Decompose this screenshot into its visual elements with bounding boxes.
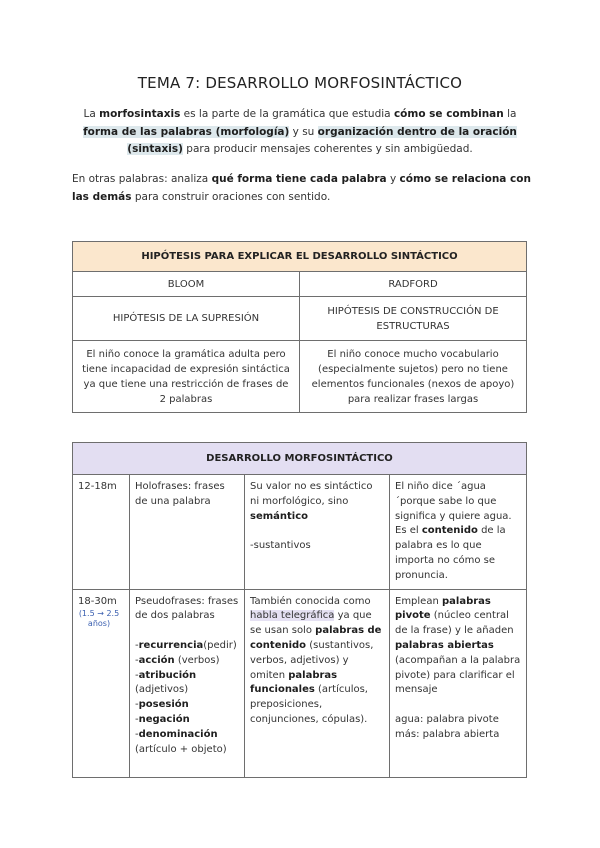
para-text: para construir oraciones con sentido. <box>131 190 331 203</box>
radford-description: El niño conoce mucho vocabulario (especialmente sujetos) pero no tiene elementos funcionales (nexos de apoyo) para realizar frases largas <box>300 341 527 413</box>
function-note: (artículo + objeto) <box>135 743 227 755</box>
value-nouns: -sustantivos <box>250 540 311 552</box>
example-text: (núcleo central de la frase) y le añaden <box>395 610 514 637</box>
age-note: (1.5 → 2.5 años) <box>78 609 120 629</box>
value-cell <box>245 589 390 777</box>
value-text: También conocida como <box>250 595 371 607</box>
intro-highlight-organization: organización dentro de la oración (sintaxis) <box>127 125 517 155</box>
stage-cell <box>130 475 245 590</box>
intro-bold-term: cómo se combinan <box>393 108 504 120</box>
function-item: -negación <box>135 713 190 725</box>
example-cell <box>390 589 527 777</box>
page-title: TEMA 7: DESARROLLO MORFOSINTÁCTICO <box>137 74 463 92</box>
function-term: negación <box>138 713 190 725</box>
intro-highlight-form: forma de las palabras (morfología) <box>83 125 290 138</box>
example-open-word: más: palabra abierta <box>395 728 500 740</box>
function-term: denominación <box>138 728 218 740</box>
para-bold-term: cómo se relaciona con las demás <box>72 173 531 203</box>
intro-text: y su <box>289 125 318 138</box>
example-text: Emplean <box>395 595 439 607</box>
value-text: (artículos, preposiciones, conjunciones, cópulas). <box>250 684 368 725</box>
author-bloom: BLOOM <box>73 272 300 297</box>
example-bold-content: contenido <box>421 525 478 537</box>
bloom-description: El niño conoce la gramática adulta pero tiene incapacidad de expresión sintáctica ya que tiene una restricción de frases de 2 palabras <box>73 341 300 413</box>
age-range: 18-30m <box>78 595 117 607</box>
value-bold-semantic: semántico <box>250 510 309 522</box>
intro-text: la <box>503 108 517 120</box>
example-cell <box>390 475 527 590</box>
example-bold-pivot: palabras pivote <box>395 595 491 622</box>
development-table <box>72 442 527 778</box>
intro-paragraph <box>70 106 530 159</box>
value-bold-content-words: palabras de contenido <box>250 625 382 651</box>
age-cell <box>73 475 130 590</box>
para-text: En otras palabras: analiza <box>72 173 212 185</box>
function-note: (verbos) <box>174 654 220 666</box>
highlight-telegraphic: habla telegráfica <box>250 610 335 622</box>
hypothesis-suppression: HIPÓTESIS DE LA SUPRESIÓN <box>73 297 300 341</box>
para-bold-term: qué forma tiene cada palabra <box>211 173 387 185</box>
age-range: 12-18m <box>78 481 117 492</box>
stage-pseudofrases: Pseudofrases: frases de dos palabras <box>135 595 239 622</box>
value-text: ya que se usan solo <box>250 610 372 637</box>
hypotheses-table-header: HIPÓTESIS PARA EXPLICAR EL DESARROLLO SINTÁCTICO <box>73 242 527 272</box>
function-note: (pedir) <box>203 639 237 651</box>
intro-text: La <box>83 108 100 120</box>
value-text: Su valor no es sintáctico ni morfológico, sino <box>250 481 373 507</box>
value-text: (sustantivos, verbos, adjetivos) y omiten <box>250 639 374 681</box>
author-radford: RADFORD <box>300 272 527 297</box>
function-item: -recurrencia(pedir) <box>135 639 237 651</box>
function-term: acción <box>138 654 175 666</box>
intro-bold-term: morfosintaxis <box>99 108 181 120</box>
function-term: atribución <box>138 669 197 681</box>
stage-cell <box>130 589 245 777</box>
function-item: -denominación (artículo + objeto) <box>135 728 227 755</box>
age-cell <box>73 589 130 777</box>
function-term: recurrencia <box>138 639 204 651</box>
hypotheses-table <box>72 241 527 413</box>
stage-holofrases: Holofrases: frases de una palabra <box>135 481 225 507</box>
function-item: -atribución (adjetivos) <box>135 669 197 696</box>
intro-text: es la parte de la gramática que estudia <box>180 108 394 120</box>
para-text: y <box>386 173 400 185</box>
example-bold-open: palabras abiertas <box>395 639 494 651</box>
example-text: El niño dice ´agua´porque sabe lo que significa y quiere agua. Es el <box>395 481 512 537</box>
second-paragraph <box>72 171 532 206</box>
intro-text: para producir mensajes coherentes y sin ambigüedad. <box>182 143 473 155</box>
function-item: -posesión <box>135 699 189 711</box>
function-term: posesión <box>138 699 189 711</box>
example-text: (acompañan a la palabra pivote) para clarificar el mensaje <box>395 654 521 696</box>
function-note: (adjetivos) <box>135 684 189 696</box>
function-item: -acción (verbos) <box>135 654 220 666</box>
value-cell <box>245 475 390 590</box>
development-table-header: DESARROLLO MORFOSINTÁCTICO <box>73 443 527 475</box>
hypothesis-construction: HIPÓTESIS DE CONSTRUCCIÓN DE ESTRUCTURAS <box>300 297 527 341</box>
example-pivot-word: agua: palabra pivote <box>395 713 499 725</box>
value-bold-function-words: palabras funcionales <box>250 669 338 696</box>
example-text: de la palabra es lo que importa no cómo se pronuncia. <box>395 525 506 581</box>
